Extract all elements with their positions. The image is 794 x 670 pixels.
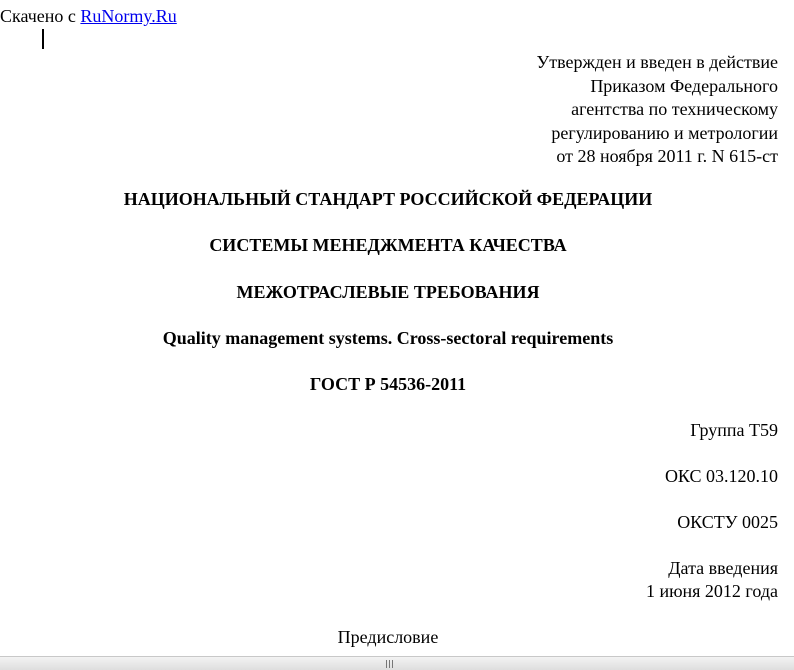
introduction-date [646,557,778,603]
foreword-heading: Предисловие [337,627,439,647]
approval-line: Приказом Федерального [590,75,778,96]
okstu-code: ОКСТУ 0025 [677,512,778,532]
approval-line: от 28 ноября 2011 г. N 615-ст [556,146,778,166]
standard-subtitle-ru: МЕЖОТРАСЛЕВЫЕ ТРЕБОВАНИЯ [236,282,540,302]
source-prefix: Скачено с [0,6,81,26]
source-line [0,5,177,27]
oks-code: ОКС 03.120.10 [664,466,778,486]
standard-title-en: Quality management systems. Cross-sectoral requirements [162,328,614,348]
national-standard-heading: НАЦИОНАЛЬНЫЙ СТАНДАРТ РОССИЙСКОЙ ФЕДЕРАЦИИ [123,189,653,209]
approval-block [536,51,778,169]
approval-line: агентства по техническому [571,99,778,119]
approval-line: регулированию и метрологии [551,122,778,143]
text-cursor [42,29,44,49]
group-code: Группа Т59 [690,420,778,440]
standard-designation: ГОСТ Р 54536-2011 [309,374,467,394]
date-value: 1 июня 2012 года [645,581,778,601]
standard-title-ru: СИСТЕМЫ МЕНЕДЖМЕНТА КАЧЕСТВА [209,235,567,255]
approval-line: Утвержден и введен в действие [536,52,778,72]
scrollbar-grip-icon[interactable] [383,660,397,668]
date-label: Дата введения [668,558,778,578]
horizontal-scrollbar[interactable] [0,656,794,670]
source-link[interactable]: RuNormy.Ru [80,6,177,26]
